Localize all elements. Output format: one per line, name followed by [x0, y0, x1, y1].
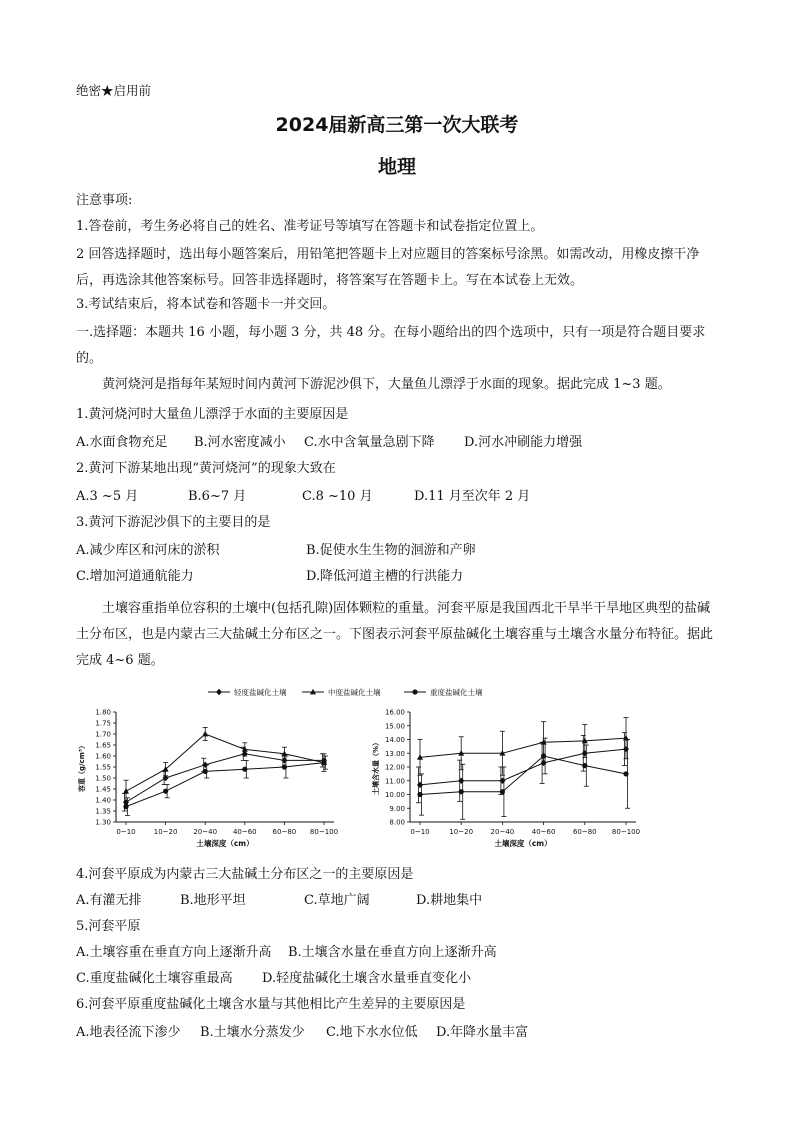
- x-tick-label: 80~100: [309, 828, 339, 836]
- question-5-stem: 5.河套平原: [76, 919, 141, 934]
- question-5-option-a[interactable]: A.土壤容重在垂直方向上逐渐升高: [76, 945, 272, 960]
- series-3-point: [163, 789, 168, 794]
- question-4-option-a[interactable]: A.有灌无排: [76, 893, 142, 908]
- question-2-option-d[interactable]: D.11 月至次年 2 月: [414, 489, 531, 504]
- question-1-option-d[interactable]: D.河水冲刷能力增强: [464, 435, 583, 450]
- note-item-3: 3.考试结束后，将本试卷和答题卡一并交回。: [76, 297, 336, 312]
- series-3-point: [623, 771, 628, 776]
- question-2-stem: 2.黄河下游某地出现“黄河烧河”的现象大致在: [76, 461, 336, 476]
- question-3-options-row2: [76, 566, 726, 588]
- question-2-options: [76, 486, 726, 508]
- question-6-option-b[interactable]: B.土壤水分蒸发少: [200, 1025, 305, 1040]
- question-3-options-row1: [76, 540, 726, 562]
- legend-marker-3: [412, 689, 417, 694]
- question-3-option-d[interactable]: D.降低河道主槽的行洪能力: [306, 569, 464, 584]
- soil-moisture-chart: [371, 709, 640, 849]
- legend-label-2: 中度盐碱化土壤: [328, 688, 381, 697]
- confidential-label: 绝密★启用前: [76, 83, 152, 98]
- passage-1: 黄河烧河是指每年某短时间内黄河下游泥沙俱下，大量鱼儿漂浮于水面的现象。据此完成 1~3 题。: [102, 377, 671, 392]
- question-2-option-a[interactable]: A.3 ~5 月: [76, 489, 139, 504]
- x-tick-label: 0~10: [116, 828, 136, 836]
- series-2-point: [202, 731, 208, 737]
- question-6-options: [76, 1022, 726, 1044]
- y-axis-label: 容重（g/cm³）: [78, 741, 86, 793]
- question-5-option-b[interactable]: B.土壤含水量在垂直方向上逐渐升高: [288, 945, 497, 960]
- question-6-stem: 6.河套平原重度盐碱化土壤含水量与其他相比产生差异的主要原因是: [76, 997, 466, 1012]
- y-tick-label: 1.60: [95, 752, 111, 761]
- y-tick-label: 15.00: [384, 722, 405, 731]
- y-tick-label: 1.70: [95, 730, 111, 739]
- series-2-line: [126, 734, 324, 791]
- section-intro: 一.选择题：本题共 16 小题，每小题 3 分，共 48 分。在每小题给出的四个选项中，只有一项是符合题目要求的。: [76, 325, 706, 366]
- series-2-point: [123, 788, 129, 794]
- y-tick-label: 1.45: [95, 785, 111, 794]
- y-tick-label: 14.00: [384, 736, 405, 744]
- y-tick-label: 1.35: [95, 807, 111, 816]
- x-axis-label: 土壤深度（cm）: [494, 839, 552, 848]
- note-item-1: 1.答卷前，考生务必将自己的姓名、准考证号等填写在答题卡和试卷指定位置上。: [76, 219, 544, 234]
- x-tick-label: 40~60: [531, 828, 556, 836]
- y-tick-label: 13.00: [384, 749, 405, 758]
- series-3-point: [541, 753, 546, 758]
- x-tick-label: 60~80: [572, 828, 597, 836]
- y-tick-label: 16.00: [384, 708, 405, 717]
- series-3-point: [282, 764, 287, 769]
- y-axis-label: 土壤含水量（%）: [372, 738, 380, 796]
- y-tick-label: 1.75: [95, 719, 111, 728]
- question-5-option-c[interactable]: C.重度盐碱化土壤容重最高: [76, 971, 233, 986]
- chart-legend: [208, 687, 483, 697]
- question-1-options: [76, 432, 726, 454]
- question-4-options: [76, 890, 726, 912]
- question-1-option-b[interactable]: B.河水密度减小: [194, 435, 286, 450]
- x-tick-label: 10~20: [153, 828, 178, 836]
- x-tick-label: 10~20: [449, 828, 474, 836]
- y-tick-label: 9.00: [389, 804, 405, 813]
- notes-heading: 注意事项:: [76, 193, 133, 208]
- y-tick-label: 1.50: [95, 774, 111, 783]
- series-3-point: [459, 789, 464, 794]
- question-4-option-b[interactable]: B.地形平坦: [180, 893, 246, 908]
- series-3-point: [123, 804, 128, 809]
- legend-label-1: 轻度盐碱化土壤: [234, 688, 287, 697]
- question-4-option-d[interactable]: D.耕地集中: [416, 893, 483, 908]
- subject-title: 地理: [377, 156, 416, 178]
- question-5-options-row2: [76, 968, 726, 990]
- question-6-option-d[interactable]: D.年降水量丰富: [436, 1025, 529, 1040]
- question-3-option-b[interactable]: B.促使水生生物的洄游和产卵: [306, 543, 476, 558]
- y-tick-label: 10.00: [384, 791, 405, 799]
- question-2-option-c[interactable]: C.8 ~10 月: [302, 489, 373, 504]
- x-tick-label: 60~80: [272, 828, 297, 836]
- series-3-point: [500, 789, 505, 794]
- series-1-point: [499, 778, 505, 784]
- question-1-option-a[interactable]: A.水面食物充足: [76, 435, 168, 450]
- question-1-stem: 1.黄河烧河时大量鱼儿漂浮于水面的主要原因是: [76, 407, 349, 422]
- legend-label-3: 重度盐碱化土壤: [430, 688, 483, 697]
- question-5-option-d[interactable]: D.轻度盐碱化土壤含水量垂直变化小: [262, 971, 472, 986]
- series-3-point: [417, 792, 422, 797]
- note-item-2: 2 回答选择题时，选出每小题答案后，用铅笔把答题卡上对应题目的答案标号涂黑。如需改动，用橡皮擦干净后，再选涂其他答案标号。回答非选择题时，将答案写在答题卡上。写在本试卷上无效。: [76, 247, 700, 288]
- soil-bulk-density-chart: [77, 709, 338, 849]
- question-4-stem: 4.河套平原成为内蒙古三大盐碱土分布区之一的主要原因是: [76, 867, 414, 882]
- question-2-option-b[interactable]: B.6~7 月: [188, 489, 247, 504]
- series-2-line: [420, 738, 626, 757]
- series-1-point: [417, 782, 423, 788]
- series-3-point: [203, 769, 208, 774]
- x-tick-label: 20~40: [490, 828, 515, 836]
- y-tick-label: 1.30: [95, 818, 111, 827]
- series-3-point: [582, 763, 587, 768]
- question-6-option-c[interactable]: C.地下水水位低: [326, 1025, 418, 1040]
- series-3-point: [242, 767, 247, 772]
- x-tick-label: 20~40: [193, 828, 218, 836]
- x-tick-label: 40~60: [232, 828, 257, 836]
- legend-marker-1: [216, 689, 222, 695]
- series-1-point: [458, 778, 464, 784]
- y-tick-label: 1.80: [95, 708, 111, 717]
- question-3-option-a[interactable]: A.减少库区和河床的淤积: [76, 543, 220, 558]
- y-tick-label: 1.55: [95, 763, 111, 772]
- x-axis-label: 土壤深度（cm）: [196, 839, 254, 848]
- question-4-option-c[interactable]: C.草地广阔: [304, 893, 370, 908]
- y-tick-label: 1.65: [95, 741, 111, 750]
- question-3-stem: 3.黄河下游泥沙俱下的主要目的是: [76, 515, 271, 530]
- y-tick-label: 12.00: [384, 763, 405, 772]
- x-tick-label: 80~100: [611, 828, 641, 836]
- y-tick-label: 1.40: [95, 796, 111, 805]
- question-6-option-a[interactable]: A.地表径流下渗少: [76, 1025, 181, 1040]
- question-3-option-c[interactable]: C.增加河道通航能力: [76, 569, 194, 584]
- series-3-point: [321, 760, 326, 765]
- y-tick-label: 8.00: [389, 818, 405, 827]
- figure: [76, 680, 716, 855]
- question-5-options-row1: [76, 942, 726, 964]
- x-tick-label: 0~10: [410, 828, 430, 836]
- exam-title: 2024届新高三第一次大联考: [275, 114, 519, 136]
- passage-2: 土壤容重指单位容积的土壤中(包括孔隙)固体颗粒的重量。河套平原是我国西北干旱半干旱地区典型的盐碱土分布区，也是内蒙古三大盐碱土分布区之一。下图表示河套平原盐碱化土壤容重与土壤含水量分布特征。据此完成 4~6 题。: [76, 601, 714, 668]
- y-tick-label: 11.00: [384, 777, 405, 786]
- series-3-line: [420, 756, 626, 795]
- question-1-option-c[interactable]: C.水中含氧量急剧下降: [304, 435, 435, 450]
